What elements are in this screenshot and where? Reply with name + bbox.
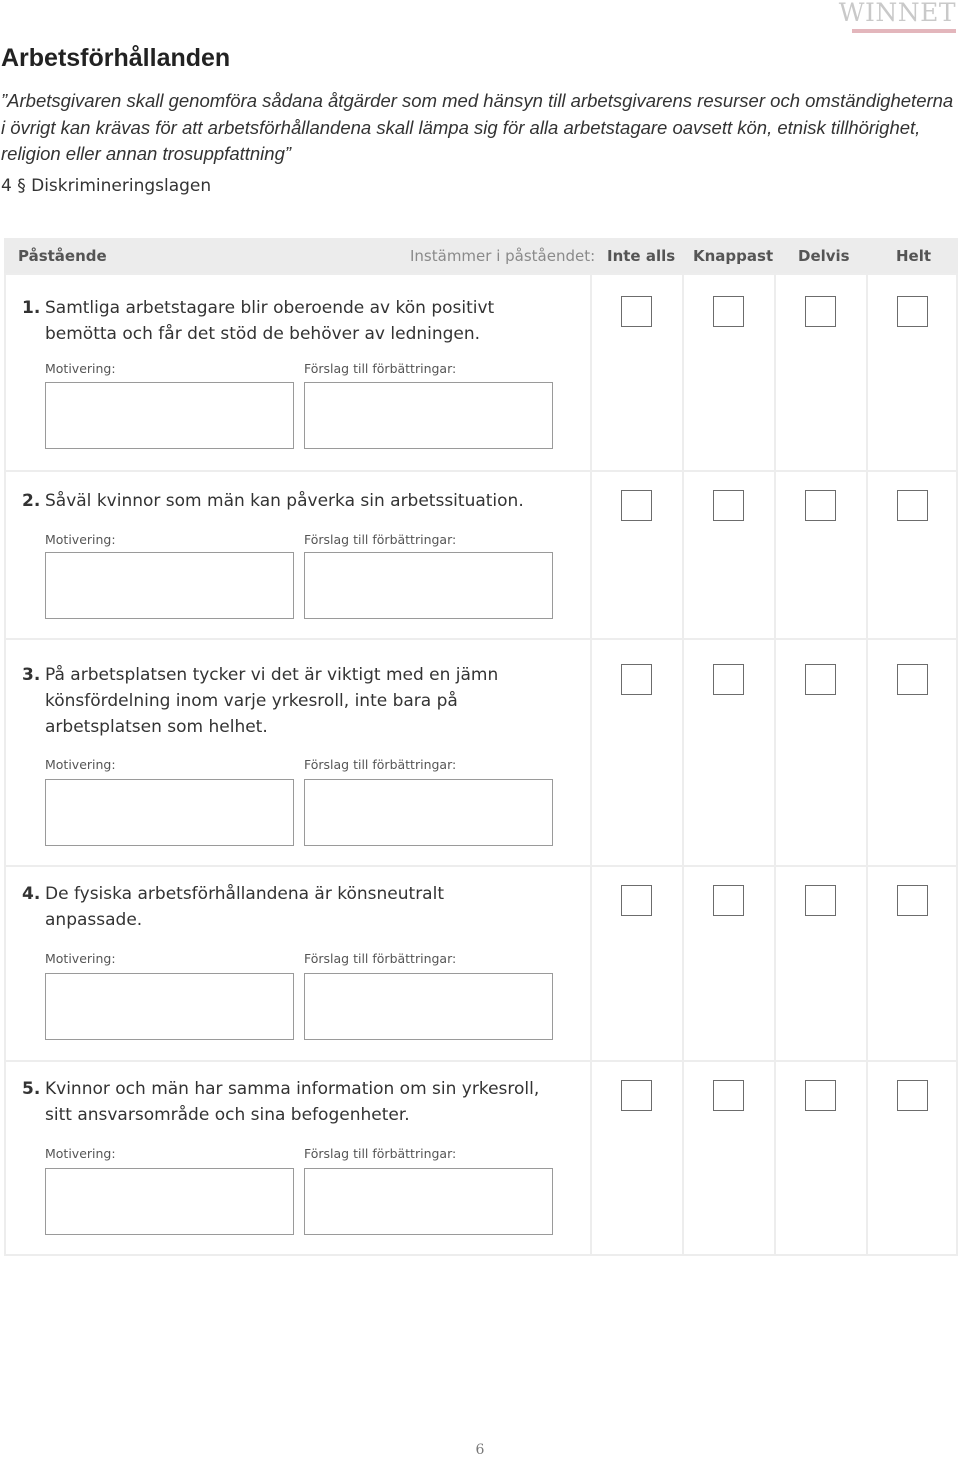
checkbox-partly[interactable]	[805, 296, 836, 327]
motivation-field[interactable]	[45, 973, 294, 1040]
question-number: 2.	[22, 491, 41, 511]
option-header-partly: Delvis	[798, 247, 850, 265]
checkbox-hardly[interactable]	[713, 885, 744, 916]
motivation-field[interactable]	[45, 779, 294, 846]
motivation-label: Motivering:	[45, 532, 116, 547]
suggestions-label: Förslag till förbättringar:	[304, 361, 457, 376]
question-row	[4, 865, 958, 1062]
suggestions-field[interactable]	[304, 779, 553, 846]
checkbox-partly[interactable]	[805, 490, 836, 521]
question-number: 1.	[22, 298, 41, 318]
suggestions-field[interactable]	[304, 973, 553, 1040]
checkbox-hardly[interactable]	[713, 664, 744, 695]
suggestions-label: Förslag till förbättringar:	[304, 532, 457, 547]
option-header-not-at-all: Inte alls	[607, 247, 676, 265]
checkbox-fully[interactable]	[897, 490, 928, 521]
question-row	[4, 638, 958, 867]
question-number: 5.	[22, 1079, 41, 1099]
winnet-logo: WINNET	[838, 0, 956, 27]
suggestions-field[interactable]	[304, 382, 553, 449]
suggestions-label: Förslag till förbättringar:	[304, 1146, 457, 1161]
law-quote: ”Arbetsgivaren skall genomföra sådana åtgärder som med hänsyn till arbetsgivarens resurser och omständigheterna i övrigt kan krävas för att arbetsförhållandena skall lämpa sig för alla arbetstagare oavsett kön, etnisk tillhörighet, religion eller annan trosuppfattning”	[1, 90, 954, 164]
checkbox-fully[interactable]	[897, 664, 928, 695]
page-number: 6	[475, 1442, 485, 1458]
question-number: 4.	[22, 884, 41, 904]
checkbox-not-at-all[interactable]	[621, 490, 652, 521]
checkbox-partly[interactable]	[805, 1080, 836, 1111]
page-title: Arbetsförhållanden	[1, 44, 231, 72]
motivation-label: Motivering:	[45, 1146, 116, 1161]
question-text: På arbetsplatsen tycker vi det är viktigt med en jämn könsfördelning inom varje yrkesroll, inte bara på arbetsplatsen som helhet.	[45, 665, 499, 737]
checkbox-fully[interactable]	[897, 1080, 928, 1111]
checkbox-hardly[interactable]	[713, 296, 744, 327]
checkbox-partly[interactable]	[805, 885, 836, 916]
agree-prompt: Instämmer i påståendet:	[410, 247, 596, 265]
suggestions-label: Förslag till förbättringar:	[304, 757, 457, 772]
checkbox-fully[interactable]	[897, 885, 928, 916]
question-text: Samtliga arbetstagare blir oberoende av kön positivt bemötta och får det stöd de behöver av ledningen.	[45, 298, 495, 344]
law-reference: 4 § Diskrimineringslagen	[1, 176, 212, 196]
motivation-label: Motivering:	[45, 361, 116, 376]
table-header	[4, 238, 958, 273]
checkbox-not-at-all[interactable]	[621, 296, 652, 327]
checkbox-hardly[interactable]	[713, 1080, 744, 1111]
logo-accent-bar	[852, 29, 956, 33]
checkbox-not-at-all[interactable]	[621, 1080, 652, 1111]
suggestions-field[interactable]	[304, 1168, 553, 1235]
motivation-field[interactable]	[45, 382, 294, 449]
question-row	[4, 470, 958, 640]
question-text: Kvinnor och män har samma information om sin yrkesroll, sitt ansvarsområde och sina befogenheter.	[45, 1079, 540, 1125]
suggestions-field[interactable]	[304, 552, 553, 619]
motivation-label: Motivering:	[45, 951, 116, 966]
motivation-field[interactable]	[45, 1168, 294, 1235]
motivation-label: Motivering:	[45, 757, 116, 772]
suggestions-label: Förslag till förbättringar:	[304, 951, 457, 966]
checkbox-partly[interactable]	[805, 664, 836, 695]
option-header-fully: Helt	[896, 247, 932, 265]
question-row	[4, 273, 958, 472]
question-text: Såväl kvinnor som män kan påverka sin arbetssituation.	[45, 491, 524, 511]
question-text: De fysiska arbetsförhållandena är könsneutralt anpassade.	[45, 884, 444, 930]
checkbox-not-at-all[interactable]	[621, 664, 652, 695]
checkbox-fully[interactable]	[897, 296, 928, 327]
checkbox-hardly[interactable]	[713, 490, 744, 521]
statement-header: Påstående	[18, 247, 107, 265]
motivation-field[interactable]	[45, 552, 294, 619]
checkbox-not-at-all[interactable]	[621, 885, 652, 916]
question-row	[4, 1060, 958, 1256]
option-header-hardly: Knappast	[693, 247, 774, 265]
question-number: 3.	[22, 665, 41, 685]
